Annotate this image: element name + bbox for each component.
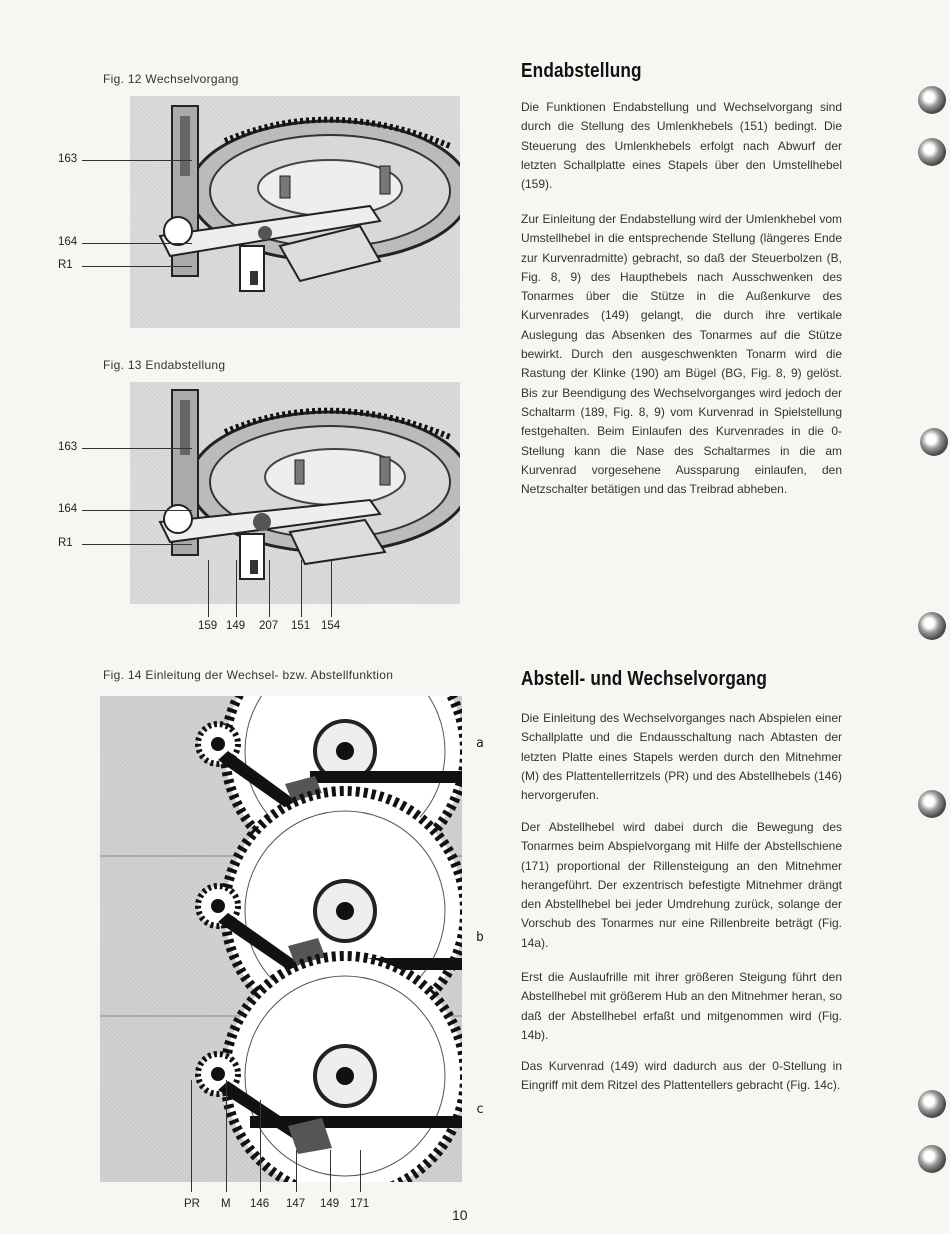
binder-hole-2 [918, 138, 946, 166]
fig13-leader-207 [269, 560, 270, 617]
section2-paragraph-1: Die Einleitung des Wechselvorganges nach Abspielen einer Schallplatte und die Endausschaltung nach Abtasten der letzten Platte eines Stapels werden durch den Mitnehmer (M) des Plattentellerritzels (PR) und des Abstellhebels (146) hervorgerufen. [521, 711, 842, 803]
fig13-label-154: 154 [321, 620, 341, 632]
fig14-drawing [100, 696, 462, 1182]
fig12-label-164: 164 [58, 236, 78, 248]
fig13-leader-r1 [82, 544, 192, 545]
fig13-photo [130, 382, 460, 604]
section2-paragraph-4: Das Kurvenrad (149) wird dadurch aus der 0-Stellung in Eingriff mit dem Ritzel des Plattentellers gebracht (Fig. 14c). [521, 1059, 842, 1093]
fig13-label-159: 159 [198, 620, 218, 632]
fig14-leader-149 [330, 1150, 331, 1192]
fig14-label-171: 171 [350, 1198, 370, 1210]
fig13-leader-164 [82, 510, 192, 511]
binder-hole-1 [918, 86, 946, 114]
fig14-caption: Fig. 14 Einleitung der Wechsel- bzw. Abstellfunktion [103, 668, 394, 682]
section1-paragraph-1: Die Funktionen Endabstellung und Wechselvorgang sind durch die Stellung des Umlenkhebels (151) bedingt. Die Steuerung des Umlenkhebels erfolgt nach Abwurf der letzten Schallplatte eines Stapels über den Umstellhebel (159). [521, 100, 842, 192]
fig14-leader-147 [296, 1150, 297, 1192]
fig14-panel-label-a: a [476, 736, 484, 751]
fig12-leader-164 [82, 243, 192, 244]
fig13-label-164: 164 [58, 503, 78, 515]
binder-hole-3 [920, 428, 948, 456]
fig14-leader-pr [191, 1080, 192, 1192]
fig12-photo [130, 96, 460, 328]
fig12-mechanism-drawing [130, 96, 460, 328]
section2-paragraph-3: Erst die Auslaufrille mit ihrer größeren Steigung führt den Abstellhebel mit größerem Hub an den Mitnehmer heran, so daß der Abstellhebel erfaßt und mitgenommen wird (Fig. 14b). [521, 970, 842, 1042]
fig14-label-147: 147 [286, 1198, 306, 1210]
binder-hole-7 [918, 1145, 946, 1173]
fig14-label-149: 149 [320, 1198, 340, 1210]
fig12-label-r1: R1 [58, 259, 73, 271]
fig13-mechanism-drawing [130, 382, 460, 604]
fig13-label-207: 207 [259, 620, 279, 632]
fig13-leader-149 [236, 560, 237, 617]
page-number: 10 [452, 1207, 468, 1223]
fig14-label-146: 146 [250, 1198, 270, 1210]
fig12-label-163: 163 [58, 153, 78, 165]
fig13-leader-154 [331, 560, 332, 617]
fig14-leader-146 [260, 1100, 261, 1192]
fig14-panel-label-c: c [476, 1102, 484, 1117]
fig14-label-pr: PR [184, 1198, 200, 1210]
fig13-label-149: 149 [226, 620, 246, 632]
fig12-leader-r1 [82, 266, 192, 267]
fig13-label-163: 163 [58, 441, 78, 453]
fig13-leader-163 [82, 448, 192, 449]
fig13-label-151: 151 [291, 620, 311, 632]
fig12-caption: Fig. 12 Wechselvorgang [103, 72, 239, 86]
fig13-caption: Fig. 13 Endabstellung [103, 358, 226, 372]
fig14-leader-m [226, 1080, 227, 1192]
fig14-panel-c [198, 956, 462, 1182]
fig14-leader-171 [360, 1150, 361, 1192]
fig13-leader-159 [208, 560, 209, 617]
section1-paragraph-2: Zur Einleitung der Endabstellung wird der Umlenkhebel vom Umstellhebel in die entsprechende Stellung (längeres Ende zur Kurvenradmitte) gebracht, so daß der Steuerbolzen (B, Fig. 8, 9) des Haupthebels nach Ausschwenken des Tonarmes über die Stütze in die Außenkurve des Kurvenrades (149) gelangt, die durch ihre vertikale Auslegung das Absenken des Tonarmes auf die Stütze bewirkt. Durch den ausgeschwenkten Tonarm wird die Rastung der Klinke (190) am Bügel (BG, Fig. 8, 9) gelöst. Bis zur Beendigung des Wechselvorganges wird jedoch der Schaltarm (189, Fig. 8, 9) vom Kurvenrad in Spielstellung festgehalten. Beim Einlaufen des Kurvenrades in die 0-Stellung kann die Nase des Schaltarmes in die am Kurvenrad vorgesehene Aussparung einlaufen, den Netzschalter betätigen und das Treibrad abheben. [521, 212, 842, 497]
section2-paragraph-2: Der Abstellhebel wird dabei durch die Bewegung des Tonarmes beim Abspielvorgang mit Hilfe der Abstellschiene (171) proportional der Rillensteigung an den Mitnehmer herangeführt. Der exzentrisch befestigte Mitnehmer drängt den Abstellhebel bei jeder Umdrehung zurück, solange der Vorschub des Tonarmes nur eine Rillenbreite beträgt (Fig. 14a). [521, 820, 842, 950]
section-heading-abstell-wechselvorgang: Abstell- und Wechselvorgang [521, 668, 768, 690]
fig12-leader-163 [82, 160, 192, 161]
binder-hole-5 [918, 790, 946, 818]
fig14-gear-diagram [100, 696, 462, 1182]
binder-hole-6 [918, 1090, 946, 1118]
section-heading-endabstellung: Endabstellung [521, 60, 642, 82]
fig13-leader-151 [301, 560, 302, 617]
binder-hole-4 [918, 612, 946, 640]
fig14-panel-label-b: b [476, 930, 484, 945]
fig13-label-r1: R1 [58, 537, 73, 549]
fig14-label-m: M [221, 1198, 231, 1210]
